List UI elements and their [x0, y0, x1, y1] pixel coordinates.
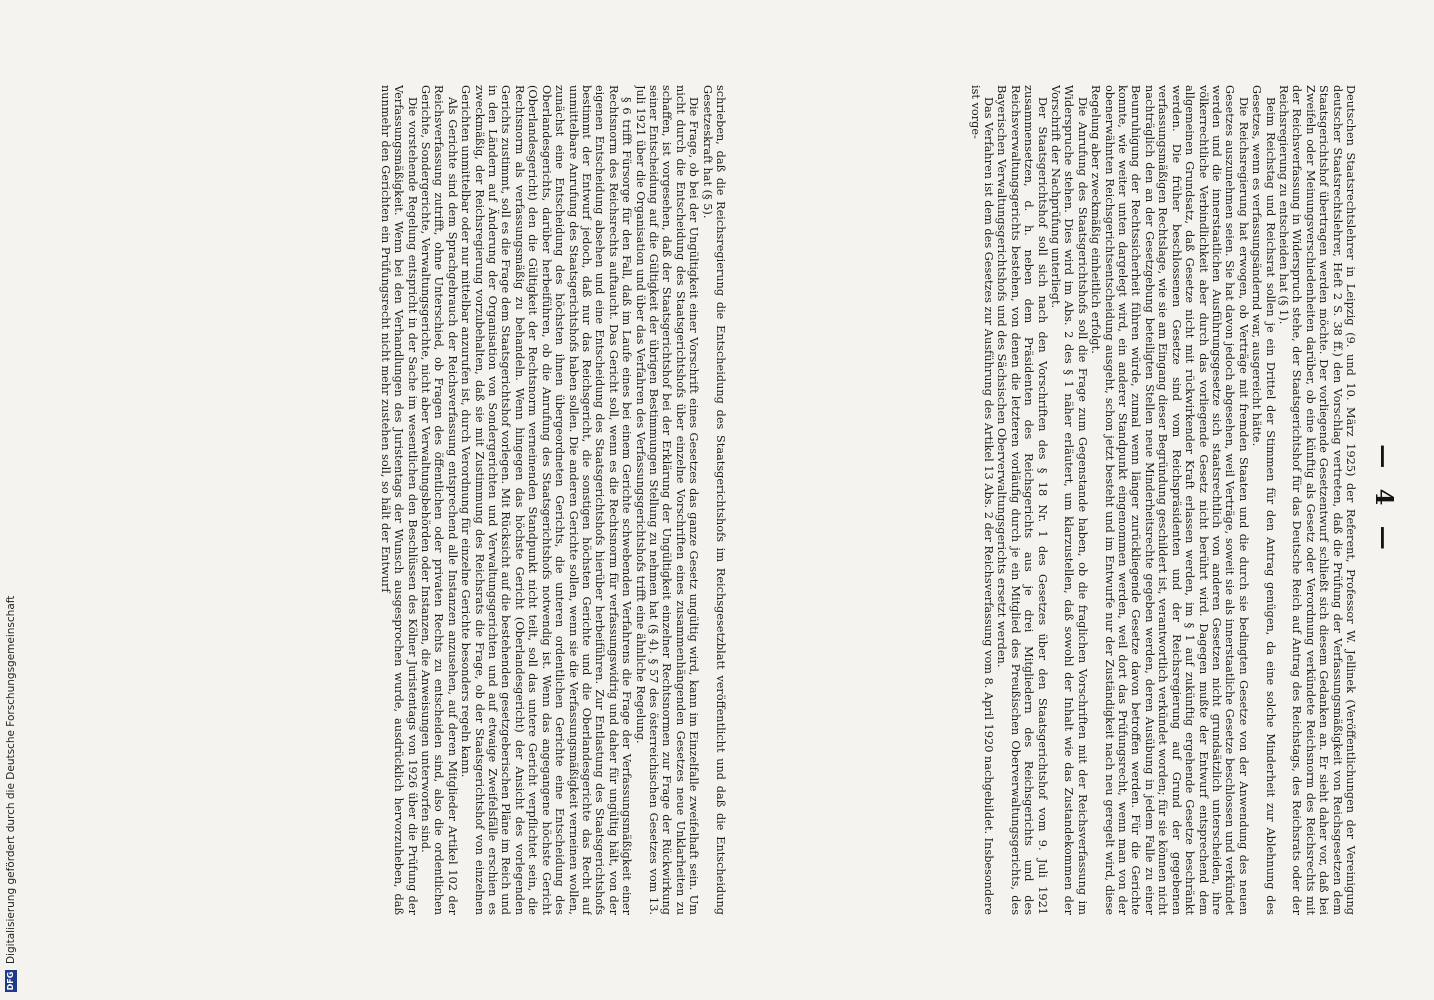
- footer-strip: [0, 0, 22, 1000]
- text-column-1: [747, 85, 1357, 915]
- paragraph: Die Reichsregierung hat erwogen, ob Verträge mit fremden Staaten und die durch sie bedingten Gesetze von der Anwendung des neuen Gesetzes auszunehmen seien. Sie hat davon jedoch abgesehen, weil Verträge, soweit sie als innerstaatliche Gesetze beschlossen und verkündet werden und die innerstaatlichen Ausführungsgesetze sich staatsrechtlich von anderen Gesetzen nicht grundsätzlich unterscheiden, ihre völkerrechtliche Verbindlichkeit aber durch das vorliegende Gesetz nicht berührt wird. Dagegen mußte der Entwurf entsprechend dem allgemeinen Grundsatz, daß Gesetze nicht mit rückwirkender Kraft erlassen werden, im § 1 auf zukünftig ergehende Gesetze beschränkt werden. Die früher beschlossenen Gesetze sind vom Reichspräsidenten und der Reichsregierung auf Grund der gegebenen verfassungsmäßigen Rechtslage, wie sie am Eingang dieser Begründung geschildert ist, verantwortlich verkündet worden; für sie können nicht nachträglich den an der Gesetzgebung beteiligten Stellen neue Minderheitsrechte gegeben werden, deren Ausübung in jedem Falle zu einer Beunruhigung der Rechtssicherheit führen würde, zumal wenn länger zurückliegende Gesetze davon betroffen werden. Für die Gerichte konnte, wie weiter unten dargelegt wird, ein anderer Standpunkt eingenommen werden, weil dort das Prüfungsrecht, wenn man von der obenerwähnten Reichsgerichtsentscheidung ausgeht, schon jetzt besteht und im Entwurfe nur der Zuständigkeit nach neu geregelt wird, diese Regelung aber zweckmäßig einheitlich erfolgt.: [1089, 85, 1250, 915]
- paragraph: Die Frage, ob bei der Ungültigkeit einer Vorschrift eines Gesetzes das ganze Gesetz ungültig wird, kann im Einzelfalle zweifelhaft sein. Um nicht durch die Entscheidung des Staatsgerichtshofs über einzelne Vorschriften eines zusammenhängenden Gesetzes neue Unklarheiten zu schaffen, ist vorgesehen, daß der Staatsgerichtshof bei der Erklärung der Ungültigkeit einzelner Rechtsnormen zur Frage der Rückwirkung seiner Entscheidung auf die Gültigkeit der übrigen Bestimmungen Stellung zu nehmen hat (§ 4). § 57 des österreichischen Gesetzes vom 13. Juli 1921 über die Organisation und über das Verfahren des Verfassungsgerichtshofs trifft eine ähnliche Regelung.: [633, 85, 701, 915]
- paragraph: schrieben, daß die Reichsregierung die Entscheidung des Staatsgerichtshofs im Reichsgesetzblatt veröffentlicht und daß die Entscheidung Gesetzeskraft hat (§ 5).: [700, 85, 727, 915]
- footer-text: Digitalisierung gefördert durch die Deutsche Forschungsgemeinschaft: [5, 595, 17, 964]
- paragraph: Die Anrufung des Staatsgerichtshofs soll die Frage zum Gegenstande haben, ob die fraglichen Vorschriften mit der Reichsverfassung im Widerspruche stehen. Dies wird im Abs. 2 des § 1 näher erläutert, um klarzustellen, daß sowohl der Inhalt wie das Zustandekommen der Vorschrift der Nachprüfung unterliegt.: [1049, 85, 1089, 915]
- paragraph: Die vorstehende Regelung entspricht in der Sache im wesentlichen den Beschlüssen des Kölner Juristentags von 1926 über die Prüfung der Verfassungsmäßigkeit. Wenn bei den Verhandlungen des Juristentags der Wunsch ausgesprochen wurde, ausdrücklich hervorzuheben, daß nunmehr den Gerichten ein Prüfungsrecht nicht mehr zustehen soll, so hält der Entwurf: [378, 85, 419, 915]
- page-number: — 4 —: [1370, 444, 1399, 556]
- rotated-page-content: [107, 85, 1397, 915]
- paragraph: Das Verfahren ist dem des Gesetzes zur Ausführung des Artikel 13 Abs. 2 der Reichsverfassung vom 8. April 1920 nachgebildet. Insbesondere ist vorge-: [968, 85, 996, 915]
- paragraph: Beim Reichstag und Reichsrat sollen je ein Drittel der Stimmen für den Antrag genügen, da eine solche Minderheit zur Ablehnung des Gesetzes, wenn es verfassungsändernd war, ausgereicht hätte.: [1250, 85, 1277, 915]
- paragraph: Der Staatsgerichtshof soll sich nach den Vorschriften des § 18 Nr. 1 des Gesetzes über den Staatsgerichtshof vom 9. Juli 1921 zusammensetzen, d. h. neben dem Präsidenten des Reichsgerichts aus je drei Mitgliedern des Reichsgerichts und des Reichsverwaltungsgerichts bestehen, von denen die letzteren vorläufig durch je ein Mitglied des Preußischen Oberverwaltungsgerichts, des Bayerischen Verwaltungsgerichtshofs und des Sächsischen Oberverwaltungsgerichts ersetzt werden.: [995, 85, 1049, 915]
- paragraph: Als Gerichte sind dem Sprachgebrauch der Reichsverfassung entsprechend alle Instanzen anzusehen, auf deren Mitglieder Artikel 102 der Reichsverfassung zutrifft, ohne Unterschied, ob Fragen des öffentlichen oder privaten Rechts zu entscheiden sind, also die ordentlichen Gerichte, Sondergerichte, Verwaltungsgerichte, nicht aber Verwaltungsbehörden oder Instanzen, die Anweisungen unterworfen sind.: [419, 85, 459, 915]
- text-column-2: [117, 85, 727, 915]
- paragraph: Deutschen Staatsrechtslehrer in Leipzig (9. und 10. März 1925) der Referent, Professor W. Jellinek (Veröffentlichungen der Vereinigung deutscher Staatsrechtslehrer, Heft 2 S. 38 ff.) den Vorschlag vertreten, daß die Prüfung der Verfassungsmäßigkeit von Reichsgesetzen dem Staatsgerichtshof übertragen werden möchte. Der vorliegende Gesetzentwurf schließt sich diesem Gedanken an. Er sieht daher vor, daß bei Zweifeln oder Meinungsverschiedenheiten darüber, ob eine künftig als Gesetz oder Verordnung verkündete Reichsnorm des Reichsrechts mit der Reichsverfassung in Widerspruch stehe, der Staatsgerichtshof für das Deutsche Reich auf Antrag des Reichstags, des Reichsrats oder der Reichsregierung zu entscheiden hat (§ 1).: [1276, 85, 1357, 915]
- dfg-logo-icon: DFG: [6, 971, 15, 991]
- footer: [0, 0, 22, 1000]
- text-columns: [117, 85, 1357, 915]
- paragraph: § 6 trifft Fürsorge für den Fall, daß im Laufe eines bei einem Gerichte schwebenden Verfahrens die Frage der Verfassungsmäßigkeit einer Rechtsnorm des Reichsrechts auftaucht. Das Gericht soll, wenn es die Rechtsnorm für verfassungswidrig und daher für ungültig hält, von der eigenen Entscheidung absehen und eine Entscheidung des Staatsgerichtshofs hierüber herbeiführen. Zur Entlastung des Staatsgerichtshofs bestimmt der Entwurf jedoch, daß nur das Reichsgericht, die sonstigen höchsten Gerichte und die Oberlandesgerichte das Recht auf unmittelbare Anrufung des Staatsgerichtshofs haben sollen. Die anderen Gerichte sollen, wenn sie die Verfassungsmäßigkeit verneinen wollen, zunächst eine Entscheidung des höchsten ihnen übergeordneten Gerichts, die unteren ordentlichen Gerichte eine Entscheidung des Oberlandesgerichts, darüber herbeiführen, ob die Anrufung des Staatsgerichtshofs notwendig ist. Wenn das angegangene höchste Gericht (Oberlandesgericht) den die Gültigkeit der Rechtsnorm verneinenden Standpunkt nicht teilt, soll das untere Gericht verpflichtet sein, die Rechtsnorm als verfassungsmäßig zu behandeln. Wenn hingegen das höchste Gericht (Oberlandesgericht) der Ansicht des vorlegenden Gerichts zustimmt, soll es die Frage dem Staatsgerichtshof vorlegen. Mit Rücksicht auf die bestehenden gesetzgeberischen Pläne im Reich und in den Ländern auf Änderung der Organisation von Sondergerichten und Verwaltungsgerichten und auf etwaige Zweifelsfälle erschien es zweckmäßig, der Reichsregierung vorzubehalten, daß sie mit Zustimmung des Reichsrats die Frage, ob der Staatsgerichtshof von einzelnen Gerichten unmittelbar oder nur mittelbar anzurufen ist, durch Verordnung für einzelne Gerichte besonders regeln kann.: [459, 85, 634, 915]
